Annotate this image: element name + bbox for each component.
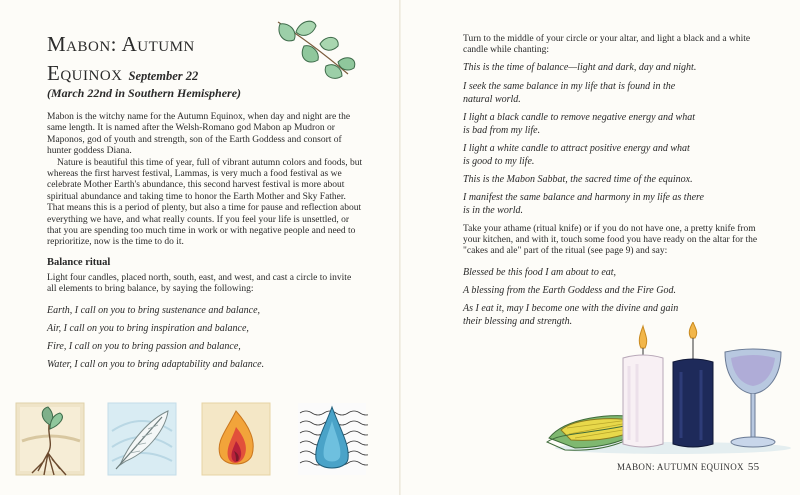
- chant-line: is in the world.: [463, 205, 524, 216]
- paragraph-1: Mabon is the witchy name for the Autumn Equinox, when day and night are the same length. It is named after the Welsh-Romano god Mabon ap Mudron or Maponos, god of youth and strength, son of the Earth Goddess and consort of hunter goddess Diana.: [47, 112, 351, 157]
- chant-line: natural world.: [463, 94, 521, 105]
- paragraph-2: Nature is beautiful this time of year, full of vibrant autumn colors and foods, but whereas the first harvest festival, Lammas, is very much a food festival as we celebrate Mother Earth's abundance, this second harvest festival is more about spiritual abundance and taking time to honor the Earth Mother and Sky Father. That means this is a period of plenty, but also a time for pause and reflection about everything we have, and what really counts. If you feel your life is unsettled, or that you are spending too much time in work or with negative people and need to reprioritize, now is the time to do it.: [47, 157, 363, 248]
- intro-line: Turn to the middle of your circle or your altar, and light a black and a white: [463, 34, 751, 44]
- ritual-intro: Light four candles, placed north, south, east, and west, and cast a circle to invite all elements to bring balance, by saying the following:: [47, 273, 352, 295]
- sprout-icon: [14, 401, 86, 477]
- instruction-line: "cakes and ale" part of the ritual (see page 9) and say:: [463, 246, 668, 256]
- chant-line: I seek the same balance in my life that is found in the: [463, 81, 676, 92]
- leaves-icon: [270, 14, 360, 84]
- invocation-line: Fire, I call on you to bring passion and balance,: [47, 341, 241, 352]
- page-number: 55: [747, 461, 760, 473]
- section-heading: Balance ritual: [47, 257, 111, 268]
- blessing-line: As I eat it, may I become one with the divine and gain: [463, 303, 679, 314]
- title-equinox: Equinox: [47, 61, 123, 85]
- chant-line: I light a black candle to remove negative energy and what: [463, 112, 695, 123]
- black-candle-icon: [673, 322, 713, 447]
- instruction-line: your kitchen, and with it, touch some food you have ready on the altar for the: [463, 235, 758, 245]
- invocation-line: Water, I call on you to bring adaptability and balance.: [47, 359, 265, 370]
- intro-line: candle while chanting:: [463, 45, 549, 55]
- right-page: [400, 0, 800, 495]
- chant-line: I light a white candle to attract positive energy and what: [463, 143, 690, 154]
- feather-icon: [106, 401, 178, 477]
- title-line-1: Mabon: Autumn: [47, 32, 195, 56]
- water-drop-icon: [296, 401, 368, 477]
- element-tiles: [14, 401, 364, 479]
- white-candle-icon: [623, 326, 663, 447]
- invocation-line: Earth, I call on you to bring sustenance and balance,: [47, 305, 261, 316]
- altar-illustration: [545, 322, 795, 458]
- chant-line: is good to my life.: [463, 156, 535, 167]
- flame-icon: [200, 401, 272, 477]
- running-footer: [617, 461, 759, 473]
- goblet-icon: [725, 349, 781, 447]
- intro-text: [47, 112, 365, 249]
- ritual-invocation: [47, 302, 377, 374]
- blessing-line: A blessing from the Earth Goddess and the Fire God.: [463, 285, 676, 296]
- blessing-line: their blessing and strength.: [463, 316, 573, 327]
- chant-line: I manifest the same balance and harmony in my life as there: [463, 192, 704, 203]
- footer-title: MABON: AUTUMN EQUINOX: [617, 462, 744, 472]
- chant-line: This is the time of balance—light and dark, day and night.: [463, 62, 697, 73]
- chant-line: is bad from my life.: [463, 125, 541, 136]
- instruction-line: Take your athame (ritual knife) or if you do not have one, a pretty knife from: [463, 224, 756, 234]
- invocation-line: Air, I call on you to bring inspiration and balance,: [47, 323, 249, 334]
- blessing-line: Blessed be this food I am about to eat,: [463, 267, 617, 278]
- date-label: September 22: [128, 69, 199, 83]
- chant-line: This is the Mabon Sabbat, the sacred time of the equinox.: [463, 174, 693, 185]
- subtitle: (March 22nd in Southern Hemisphere): [47, 86, 242, 100]
